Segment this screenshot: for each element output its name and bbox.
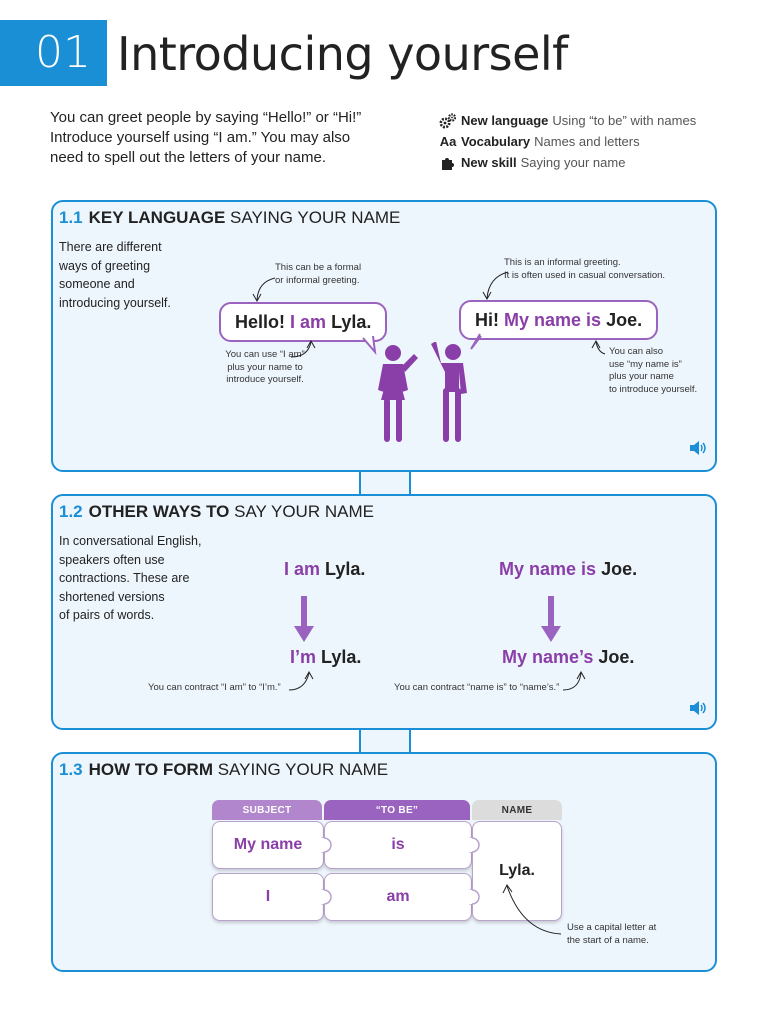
puzzle-name-lyla: Lyla. xyxy=(472,821,562,921)
puzzle-subject-i: I xyxy=(212,873,324,921)
meta-new-language: New language Using “to be” with names xyxy=(438,110,696,131)
header-name: NAME xyxy=(472,800,562,820)
puzzle-to-be-am: am xyxy=(324,873,472,921)
phrase-my-name-is-joe: My name is Joe. xyxy=(499,559,638,579)
annotation-capital-letter: Use a capital letter at the start of a name. xyxy=(567,922,657,946)
phrase-my-names-joe: My name’s Joe. xyxy=(502,647,635,667)
chapter-title: Introducing yourself xyxy=(117,27,568,81)
section-key-language xyxy=(51,200,717,472)
annotation-informal: This is an informal greeting. It is often used in casual conversation. xyxy=(504,257,666,281)
people-illustration xyxy=(369,342,479,446)
section-heading: 1.3 HOW TO FORM SAYING YOUR NAME xyxy=(59,760,389,779)
phrase-i-am-lyla: I am Lyla. xyxy=(284,559,366,579)
section-description: In conversational English, speakers often use contractions. These are shortened versions of pairs of words. xyxy=(59,534,202,622)
intro-text: You can greet people by saying “Hello!” or “Hi!” Introduce yourself using “I am.” You may also need to spell out the letters of your name. xyxy=(50,109,362,166)
annotation-contract-name-is: You can contract “name is” to “name’s.” xyxy=(394,682,560,693)
annotation-i-am: You can use “I am” plus your name to introduce yourself. xyxy=(225,349,305,385)
aa-icon: Aa xyxy=(439,134,457,149)
section-heading: 1.1 KEY LANGUAGE SAYING YOUR NAME xyxy=(59,208,401,227)
header-subject: SUBJECT xyxy=(212,800,322,820)
section-description: There are different ways of greeting someone and introducing yourself. xyxy=(59,240,171,310)
chapter-number: 01 xyxy=(0,20,107,86)
speech-bubble-hi: Hi! My name is Joe. xyxy=(459,300,658,340)
puzzle-icon xyxy=(438,155,458,171)
annotation-my-name-is: You can also use “my name is” plus your name to introduce yourself. xyxy=(609,346,698,395)
meta-new-skill: New skill Saying your name xyxy=(438,152,696,173)
speech-bubble-hello: Hello! I am Lyla. xyxy=(219,302,387,342)
puzzle-subject-my-name: My name xyxy=(212,821,324,869)
puzzle-to-be-is: is xyxy=(324,821,472,869)
audio-speaker-icon[interactable] xyxy=(689,440,707,461)
lesson-meta xyxy=(438,110,696,173)
annotation-formal: This can be a formal or informal greeting. xyxy=(275,262,362,286)
section-how-to-form xyxy=(51,752,717,972)
audio-speaker-icon[interactable] xyxy=(689,700,707,721)
gears-icon xyxy=(438,113,458,129)
section-heading: 1.2 OTHER WAYS TO SAY YOUR NAME xyxy=(59,502,374,521)
meta-vocabulary: Aa Vocabulary Names and letters xyxy=(438,131,696,152)
panel-connector xyxy=(359,469,411,497)
header-to-be: “TO BE” xyxy=(324,800,470,820)
panel-connector xyxy=(359,727,411,755)
annotation-contract-i-am: You can contract “I am” to “I’m.” xyxy=(148,682,281,693)
phrase-im-lyla: I’m Lyla. xyxy=(290,647,362,667)
section-other-ways xyxy=(51,494,717,730)
